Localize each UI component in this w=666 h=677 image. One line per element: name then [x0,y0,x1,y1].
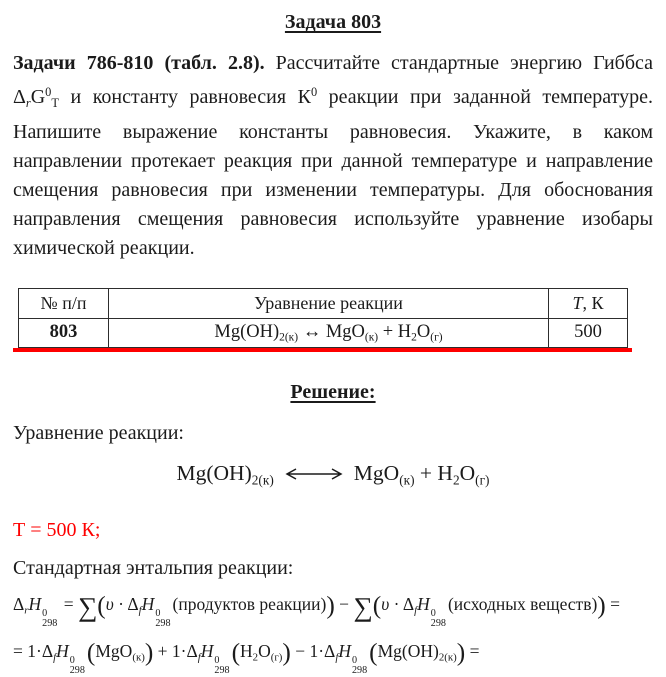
enthalpy-formula: ΔrH 0 298 = ∑(υ · ΔfH 0 298 (продуктов реакции)) − ∑(υ · ΔfH 0 298 (исходных веществ)) = [13,591,620,630]
problem-statement: Задачи 786-810 (табл. 2.8). Рассчитайте стандартные энергию Гиббса ΔrG$^0$T и константу равновесия $К^0$ реакции при заданной температуре. Напишите выражение константы равновесия. Укажите, в каком направлении протекает реакция при данной температуре и направление смещения равновесия при изменении температуры. Для обоснования направления смещения равновесия используйте уравнение изобары химической реакции. [13,52,653,259]
page-title [13,8,653,37]
enthalpy-label: Стандартная энтальпия реакции: [13,556,294,579]
table-header-temperature: T, К [549,288,628,318]
problem-number-cell: 803 [19,318,109,347]
solution-heading [13,378,653,407]
equation-label: Уравнение реакции: [13,422,184,445]
problems-table [18,288,628,348]
solution-heading-text: Решение: [290,381,376,404]
enthalpy-substitution: = 1·ΔfH 0 298 (MgO(к)) + 1·ΔfH 0 298 (H2O(г)) − 1·ΔfH 0 298 (Mg(OH)2(к)) = [13,638,480,677]
long-double-arrow-icon [281,457,347,491]
page-title-text: Задача 803 [284,11,382,33]
table-header-equation: Уравнение реакции [109,288,549,318]
table-row [19,318,628,347]
temperature-cell: 500 [549,318,628,347]
red-underline-divider [13,348,632,353]
reaction-equation-cell: Mg(OH)2(к) ↔ MgO(к) + H2O(г) [109,318,549,347]
table-header-num: № п/п [19,288,109,318]
temperature-note: Т = 500 К; [13,518,101,541]
reaction-equation: Mg(OH)2(к) MgO(к) + H2O(г) [13,456,653,497]
problems-table-wrap [13,288,653,353]
table-header-row [19,288,628,318]
